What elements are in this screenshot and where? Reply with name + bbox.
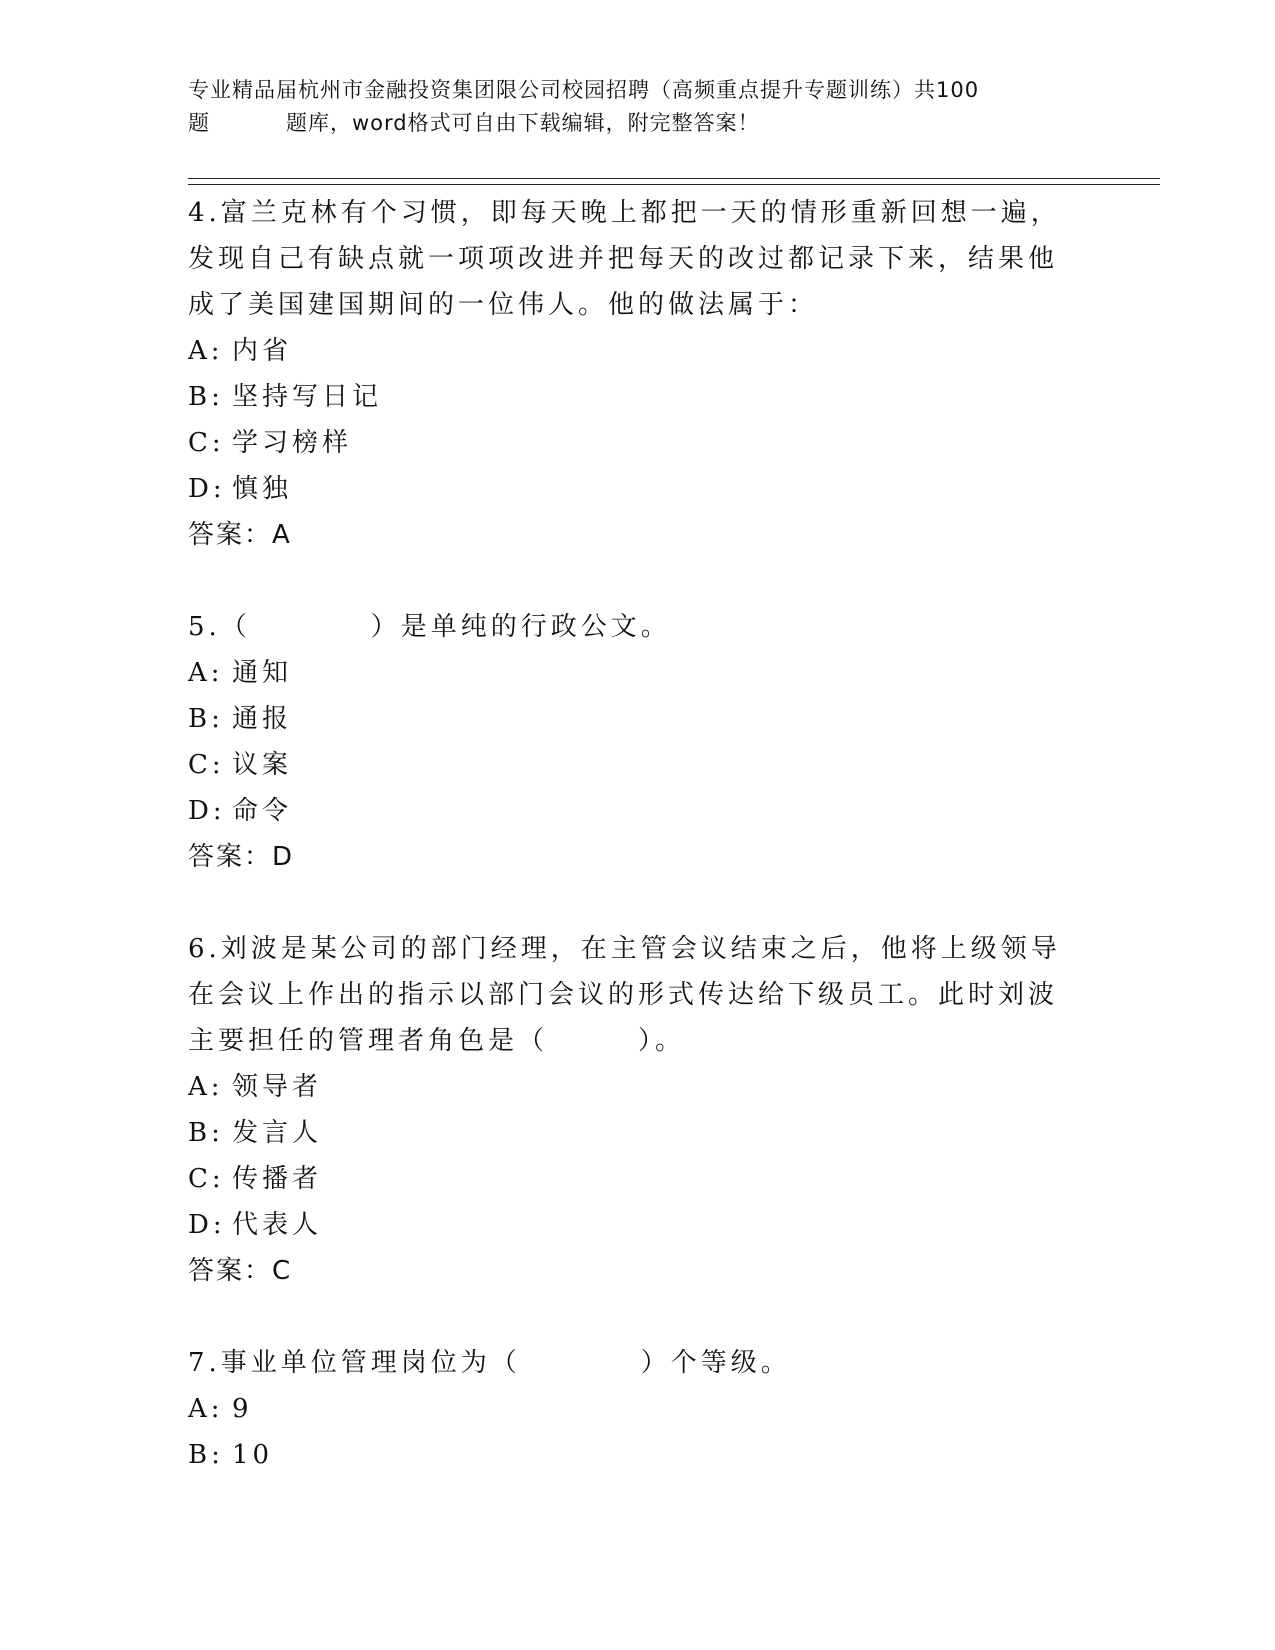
option-text: 坚持写日记 [232,382,383,412]
option-key: A: [188,336,224,366]
option-c [188,742,1068,788]
option-c [188,1156,1068,1202]
option-key: C: [188,750,225,780]
question-item [188,926,1068,1294]
option-d [188,1202,1068,1248]
option-c [188,420,1068,466]
option-key: B: [188,382,224,412]
option-key: B: [188,1118,224,1148]
question-stem: 4.富兰克林有个习惯，即每天晚上都把一天的情形重新回想一遍，发现自己有缺点就一项项改进并把每天的改过都记录下来，结果他成了美国建国期间的一位伟人。他的做法属于： [188,198,1061,320]
header-divider-top [188,178,1160,179]
question-list [188,190,1068,1478]
option-text: 领导者 [232,1072,323,1102]
question-item [188,604,1068,880]
answer-line: 答案：C [188,1256,293,1286]
option-b [188,374,1068,420]
question-item [188,190,1068,558]
option-b [188,1110,1068,1156]
header-divider-bottom [188,184,1160,185]
option-key: A: [188,1072,224,1102]
option-key: C: [188,428,225,458]
option-text: 代表人 [232,1210,323,1240]
option-a [188,1064,1068,1110]
answer-line: 答案：D [188,842,295,872]
option-a [188,328,1068,374]
document-header [188,74,1088,140]
option-key: B: [188,1440,224,1470]
question-stem: 6.刘波是某公司的部门经理，在主管会议结束之后，他将上级领导在会议上作出的指示以部门会议的形式传达给下级员工。此时刘波主要担任的管理者角色是（ ）。 [188,934,1061,1056]
header-title-line1: 专业精品届杭州市金融投资集团限公司校园招聘（高频重点提升专题训练）共100 [188,78,980,102]
option-text: 慎独 [232,474,293,504]
option-text: 通知 [232,658,293,688]
option-text: 命令 [232,796,293,826]
option-d [188,466,1068,512]
option-key: B: [188,704,224,734]
answer-line: 答案：A [188,520,292,550]
option-text: 10 [232,1440,274,1470]
option-key: A: [188,658,224,688]
option-text: 议案 [232,750,293,780]
option-key: D: [188,796,226,826]
option-b [188,1432,1068,1478]
option-b [188,696,1068,742]
option-text: 传播者 [232,1164,323,1194]
question-stem: 5.（ ）是单纯的行政公文。 [188,612,671,642]
option-text: 内省 [232,336,293,366]
option-a [188,1386,1068,1432]
option-text: 9 [232,1394,253,1424]
option-key: D: [188,474,226,504]
option-d [188,788,1068,834]
header-line2-right: 题库，word格式可自由下载编辑，附完整答案！ [286,111,760,135]
header-line2-left: 题 [188,111,210,135]
option-text: 发言人 [232,1118,323,1148]
header-title-line2 [188,107,1088,140]
option-text: 学习榜样 [232,428,353,458]
question-item [188,1340,1068,1478]
option-key: A: [188,1394,224,1424]
option-key: D: [188,1210,226,1240]
option-key: C: [188,1164,225,1194]
question-stem: 7.事业单位管理岗位为（ ）个等级。 [188,1348,791,1378]
option-a [188,650,1068,696]
option-text: 通报 [232,704,293,734]
